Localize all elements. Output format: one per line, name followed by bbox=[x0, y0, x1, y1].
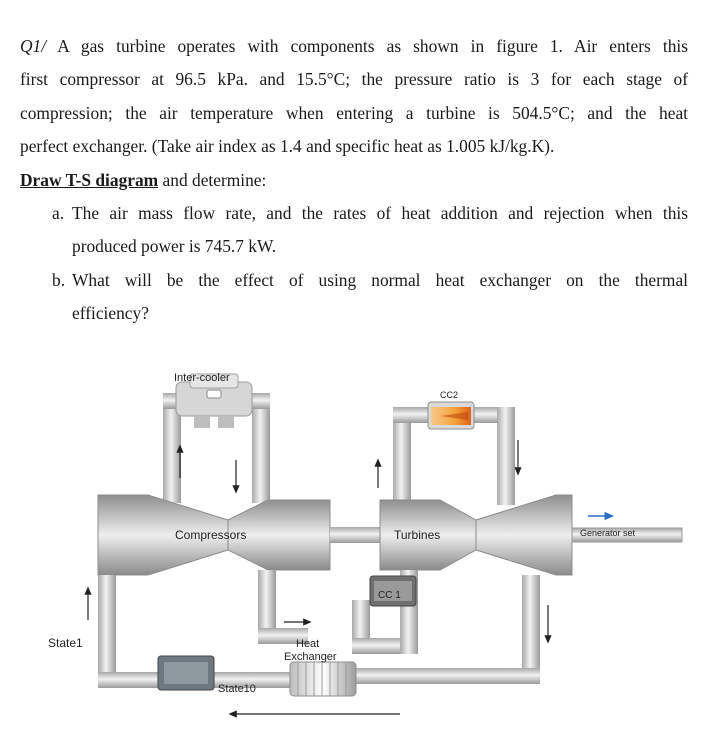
question-line-4: perfect exchanger. (Take air index as 1.4 and specific heat as 1.005 kJ/kg.K). bbox=[20, 136, 555, 157]
sub-question-b bbox=[20, 264, 688, 331]
generator-label: Generator set bbox=[580, 528, 636, 538]
turbines-label: Turbines bbox=[394, 528, 441, 542]
heat-exchanger bbox=[290, 662, 356, 696]
question-line-3: compression; the air temperature when entering a turbine is 504.5°C; and the heat bbox=[20, 102, 688, 123]
state10-unit bbox=[158, 656, 214, 690]
compressors-label: Compressors bbox=[175, 528, 247, 542]
question-line-2: first compressor at 96.5 kPa. and 15.5°C; the pressure ratio is 3 for each stage of bbox=[20, 69, 688, 90]
cc1-label: CC 1 bbox=[378, 590, 401, 601]
question-text bbox=[20, 30, 688, 331]
intercooler-label: Inter-cooler bbox=[174, 372, 230, 384]
sub-question-marker: a. bbox=[52, 203, 65, 224]
question-number: Q1/ bbox=[20, 36, 47, 56]
gas-turbine-figure bbox=[0, 350, 720, 739]
gas-turbine-diagram bbox=[0, 350, 720, 739]
state10-label: State10 bbox=[218, 683, 256, 695]
task-line: Draw T-S diagram and determine: bbox=[20, 169, 267, 190]
sub-question-a bbox=[20, 197, 688, 264]
sub-question-marker: b. bbox=[52, 269, 66, 290]
heat-exchanger-label-line-2: Exchanger bbox=[284, 651, 337, 663]
sub-question-b-line-1: What will be the effect of using normal heat exchanger on the thermal bbox=[72, 269, 688, 290]
sub-question-b-line-2: efficiency? bbox=[72, 303, 149, 324]
sub-question-a-line-2: produced power is 745.7 kW. bbox=[72, 236, 277, 257]
state1-label: State1 bbox=[48, 636, 83, 650]
question-line-1: Q1/ A gas turbine operates with components as shown in figure 1. Air enters this bbox=[20, 36, 688, 56]
task-bold: Draw T-S diagram bbox=[20, 169, 159, 190]
sub-question-a-line-1: The air mass flow rate, and the rates of heat addition and rejection when this bbox=[72, 203, 688, 224]
cc2-combustor bbox=[428, 402, 474, 429]
cc2-label: CC2 bbox=[440, 390, 459, 400]
heat-exchanger-label-line-1: Heat bbox=[296, 638, 320, 650]
